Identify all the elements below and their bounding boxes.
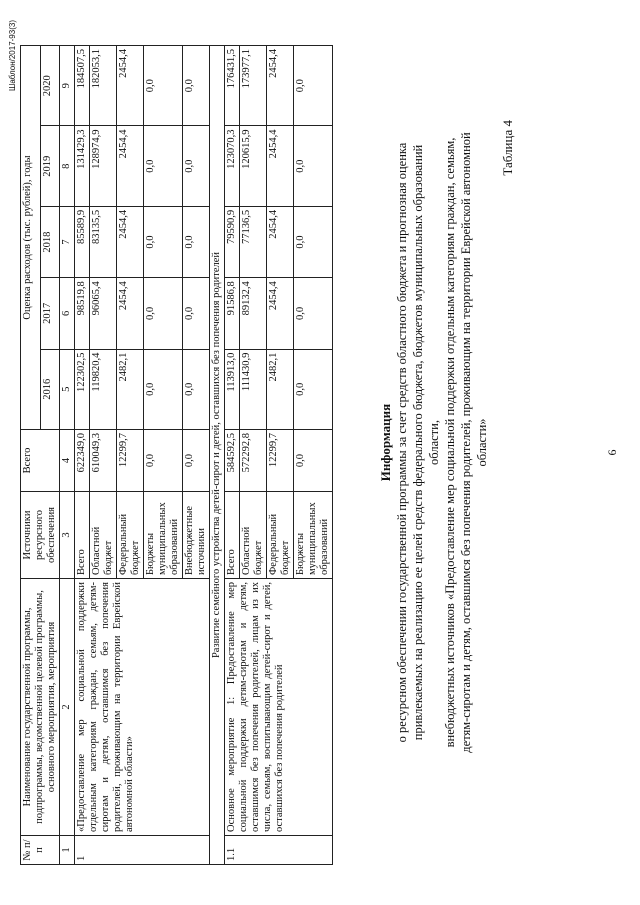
header-source: Источники ресурсного обеспечения: [21, 492, 60, 579]
col-number: 7: [60, 206, 75, 277]
source-cell: Бюджеты муниципальных образований: [294, 492, 333, 579]
col-number: 6: [60, 278, 75, 349]
value-cell: 0,0: [183, 278, 210, 349]
value-cell: 89132,4: [240, 278, 267, 349]
value-cell: 0,0: [183, 126, 210, 206]
source-cell: Всего: [225, 492, 240, 579]
value-cell: 120615,9: [240, 126, 267, 206]
value-cell: 98519,8: [75, 278, 90, 349]
document-code: Шаблон/2017-93(3): [8, 20, 17, 91]
value-cell: 131429,3: [75, 126, 90, 206]
value-cell: 12299,7: [117, 430, 144, 492]
subtitle-line: о ресурсном обеспечении государственной программы за счет средств областного бюджета и прогнозная оценка: [395, 142, 409, 743]
value-cell: 0,0: [294, 46, 333, 126]
value-cell: 173977,1: [240, 46, 267, 126]
source-cell: Федеральный бюджет: [267, 492, 294, 579]
value-cell: 176431,5: [225, 46, 240, 126]
value-cell: 91586,8: [225, 278, 240, 349]
value-cell: 2454,4: [267, 126, 294, 206]
col-number: 5: [60, 349, 75, 429]
value-cell: 0,0: [183, 46, 210, 126]
value-cell: 0,0: [144, 349, 183, 429]
value-cell: 119820,4: [90, 349, 117, 429]
header-num: № п/п: [21, 836, 60, 865]
subtitle-line: области»: [475, 418, 489, 467]
value-cell: 2454,4: [117, 126, 144, 206]
value-cell: 0,0: [183, 206, 210, 277]
value-cell: 610049,3: [90, 430, 117, 492]
value-cell: 77136,5: [240, 206, 267, 277]
value-cell: 572292,8: [240, 430, 267, 492]
header-year: 2019: [40, 126, 60, 206]
value-cell: 2454,4: [117, 278, 144, 349]
column-numbers-row: [60, 46, 75, 865]
value-cell: 2482,1: [117, 349, 144, 429]
value-cell: 0,0: [144, 278, 183, 349]
value-cell: 584592,5: [225, 430, 240, 492]
col-number: 8: [60, 126, 75, 206]
value-cell: 111430,9: [240, 349, 267, 429]
value-cell: 122302,5: [75, 349, 90, 429]
measure-num: 1.1: [225, 836, 333, 865]
header-year: 2017: [40, 278, 60, 349]
program-name: «Предоставление мер социальной поддержки отдельным категориям граждан, семьям, детям-сиротам и детям, оставшимся без попечения родителей, проживающим на территории Еврейской автономной области»: [75, 579, 210, 836]
program-row: [75, 46, 90, 865]
col-number: 9: [60, 46, 75, 126]
header-year: 2018: [40, 206, 60, 277]
value-cell: 113913,0: [225, 349, 240, 429]
source-cell: Областной бюджет: [240, 492, 267, 579]
value-cell: 128974,9: [90, 126, 117, 206]
value-cell: 2454,4: [267, 46, 294, 126]
header-year: 2016: [40, 349, 60, 429]
value-cell: 0,0: [294, 206, 333, 277]
value-cell: 0,0: [183, 430, 210, 492]
section-row: [210, 46, 225, 865]
source-cell: Всего: [75, 492, 90, 579]
value-cell: 2454,4: [267, 206, 294, 277]
value-cell: 0,0: [294, 430, 333, 492]
value-cell: 79590,9: [225, 206, 240, 277]
source-cell: Областной бюджет: [90, 492, 117, 579]
col-number: 2: [60, 579, 75, 836]
value-cell: 184507,5: [75, 46, 90, 126]
value-cell: 0,0: [144, 206, 183, 277]
program-num: 1: [75, 836, 210, 865]
value-cell: 182053,1: [90, 46, 117, 126]
document-title: Информация: [378, 403, 393, 482]
value-cell: 0,0: [294, 349, 333, 429]
value-cell: 0,0: [144, 430, 183, 492]
table-label: Таблица 4: [500, 120, 515, 176]
header-total: Всего: [21, 430, 60, 492]
document-heading: [378, 130, 490, 755]
subtitle-line: внебюджетных источников «Предоставление мер социальной поддержки отдельным категориям граждан, семьям,: [443, 137, 457, 748]
measure-name: Основное мероприятие 1: Предоставление мер социальной поддержки детям-сиротам и детям, оставшимся без попечения родителей, лицам из их числа, семьям, воспитывающим детей-сирот и детей, оставшихся без попечения родителей: [225, 579, 333, 836]
value-cell: 0,0: [183, 349, 210, 429]
value-cell: 0,0: [294, 126, 333, 206]
header-name: Наименование государственной программы, подпрограммы, ведомственной целевой программы, основного мероприятия, мероприятия: [21, 579, 60, 836]
header-estimate: Оценка расходов (тыс. рублей), годы: [21, 46, 41, 430]
page-number: 6: [605, 449, 619, 456]
measure-row: [225, 46, 240, 865]
value-cell: 2454,4: [117, 46, 144, 126]
col-number: 4: [60, 430, 75, 492]
value-cell: 96065,4: [90, 278, 117, 349]
value-cell: 622349,0: [75, 430, 90, 492]
source-cell: Бюджеты муниципальных образований: [144, 492, 183, 579]
value-cell: 2482,1: [267, 349, 294, 429]
value-cell: 0,0: [144, 126, 183, 206]
value-cell: 2454,4: [117, 206, 144, 277]
col-number: 3: [60, 492, 75, 579]
value-cell: 83135,5: [90, 206, 117, 277]
resource-table: [20, 45, 333, 865]
col-number: 1: [60, 836, 75, 865]
header-row: [21, 46, 41, 865]
value-cell: 0,0: [144, 46, 183, 126]
source-cell: Федеральный бюджет: [117, 492, 144, 579]
value-cell: 2454,4: [267, 278, 294, 349]
value-cell: 85589,9: [75, 206, 90, 277]
section-title: Развитие семейного устройства детей-сирот и детей, оставшихся без попечения родителей: [210, 46, 225, 865]
source-cell: Внебюджетные источники: [183, 492, 210, 579]
value-cell: 123070,3: [225, 126, 240, 206]
header-year: 2020: [40, 46, 60, 126]
value-cell: 12299,7: [267, 430, 294, 492]
subtitle-line: привлекаемых на реализацию ее целей средств федерального бюджета, бюджетов муниципальных образований области,: [411, 144, 441, 741]
subtitle-line: детям-сиротам и детям, оставшимся без попечения родителей, проживающим на территории Еврейской автономной: [459, 132, 473, 753]
value-cell: 0,0: [294, 278, 333, 349]
